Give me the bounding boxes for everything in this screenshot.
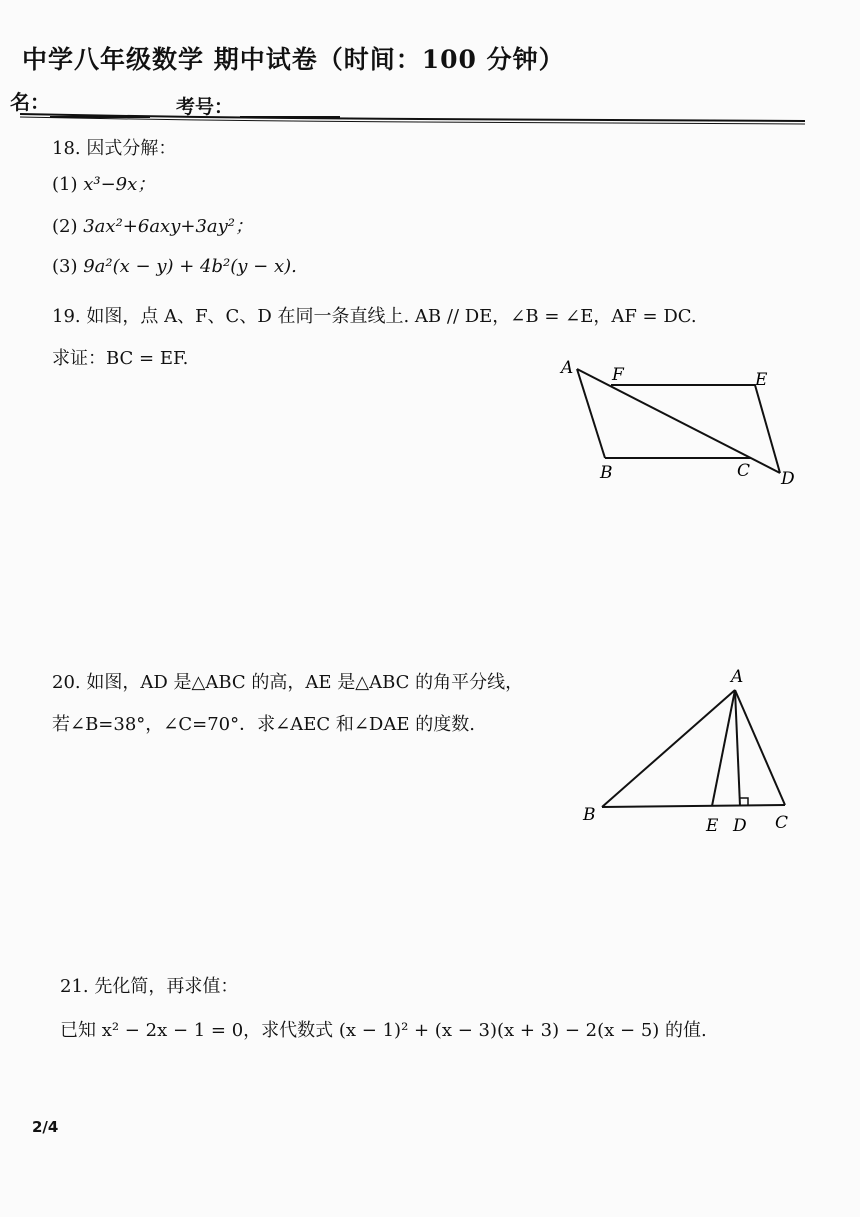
- page-title: 中学八年级数学 期中试卷（时间：100 分钟）: [22, 45, 565, 74]
- q19-segment-AB: [577, 369, 605, 458]
- q20-segment-AD: [735, 690, 740, 806]
- q20-label-C: C: [775, 813, 789, 833]
- q19-figure: [555, 355, 815, 495]
- q19-label-B: B: [600, 463, 613, 483]
- q21-stem: 21. 先化简，再求值：: [60, 976, 239, 997]
- q18-part-2-expression: 3ax²+6axy+3ay²；: [83, 216, 254, 237]
- exam-number-label: 考号：: [176, 96, 234, 118]
- q18-part-2-number: (2): [52, 216, 78, 237]
- q20-line-2: 若∠B=38°，∠C=70°．求∠AEC 和∠DAE 的度数.: [52, 714, 475, 735]
- q19-label-F: F: [612, 365, 624, 385]
- q20-figure: [575, 660, 805, 840]
- q18-part-2: [52, 212, 253, 238]
- q20-segment-BC: [602, 805, 785, 807]
- q19-segment-ED: [755, 385, 780, 473]
- q19-stem: 19. 如图，点 A、F、C、D 在同一条直线上. AB // DE，∠B = ∠E，AF = DC.: [52, 306, 697, 327]
- q20-segment-AC: [735, 690, 785, 805]
- q18-part-3: [52, 256, 297, 277]
- q18-part-3-expression: 9a²(x − y) + 4b²(y − x).: [83, 256, 297, 277]
- q21-body: 已知 x² − 2x − 1 = 0，求代数式 (x − 1)² + (x − 3)(x + 3) − 2(x − 5) 的值.: [60, 1020, 707, 1041]
- q18-part-1-expression: x³−9x；: [83, 174, 156, 195]
- q18-part-1-number: (1): [52, 174, 78, 195]
- page-number: 2/4: [32, 1118, 59, 1136]
- q18-part-3-number: (3): [52, 256, 78, 277]
- q19-label-E: E: [755, 370, 768, 390]
- q20-label-E: E: [706, 816, 719, 836]
- q20-line-1: 20. 如图，AD 是△ABC 的高，AE 是△ABC 的角平分线，: [52, 672, 524, 693]
- q19-label-C: C: [737, 461, 751, 481]
- q20-label-B: B: [583, 805, 596, 825]
- q19-prove: 求证：BC = EF.: [52, 348, 189, 369]
- q20-label-A: A: [731, 667, 744, 687]
- q20-label-D: D: [733, 816, 747, 836]
- q19-label-A: A: [561, 358, 574, 378]
- name-label: 名：: [10, 90, 50, 114]
- q19-label-D: D: [781, 469, 795, 489]
- q18-stem: 18. 因式分解：: [52, 138, 177, 159]
- header-rule: [20, 104, 820, 128]
- q18-part-1: [52, 170, 155, 196]
